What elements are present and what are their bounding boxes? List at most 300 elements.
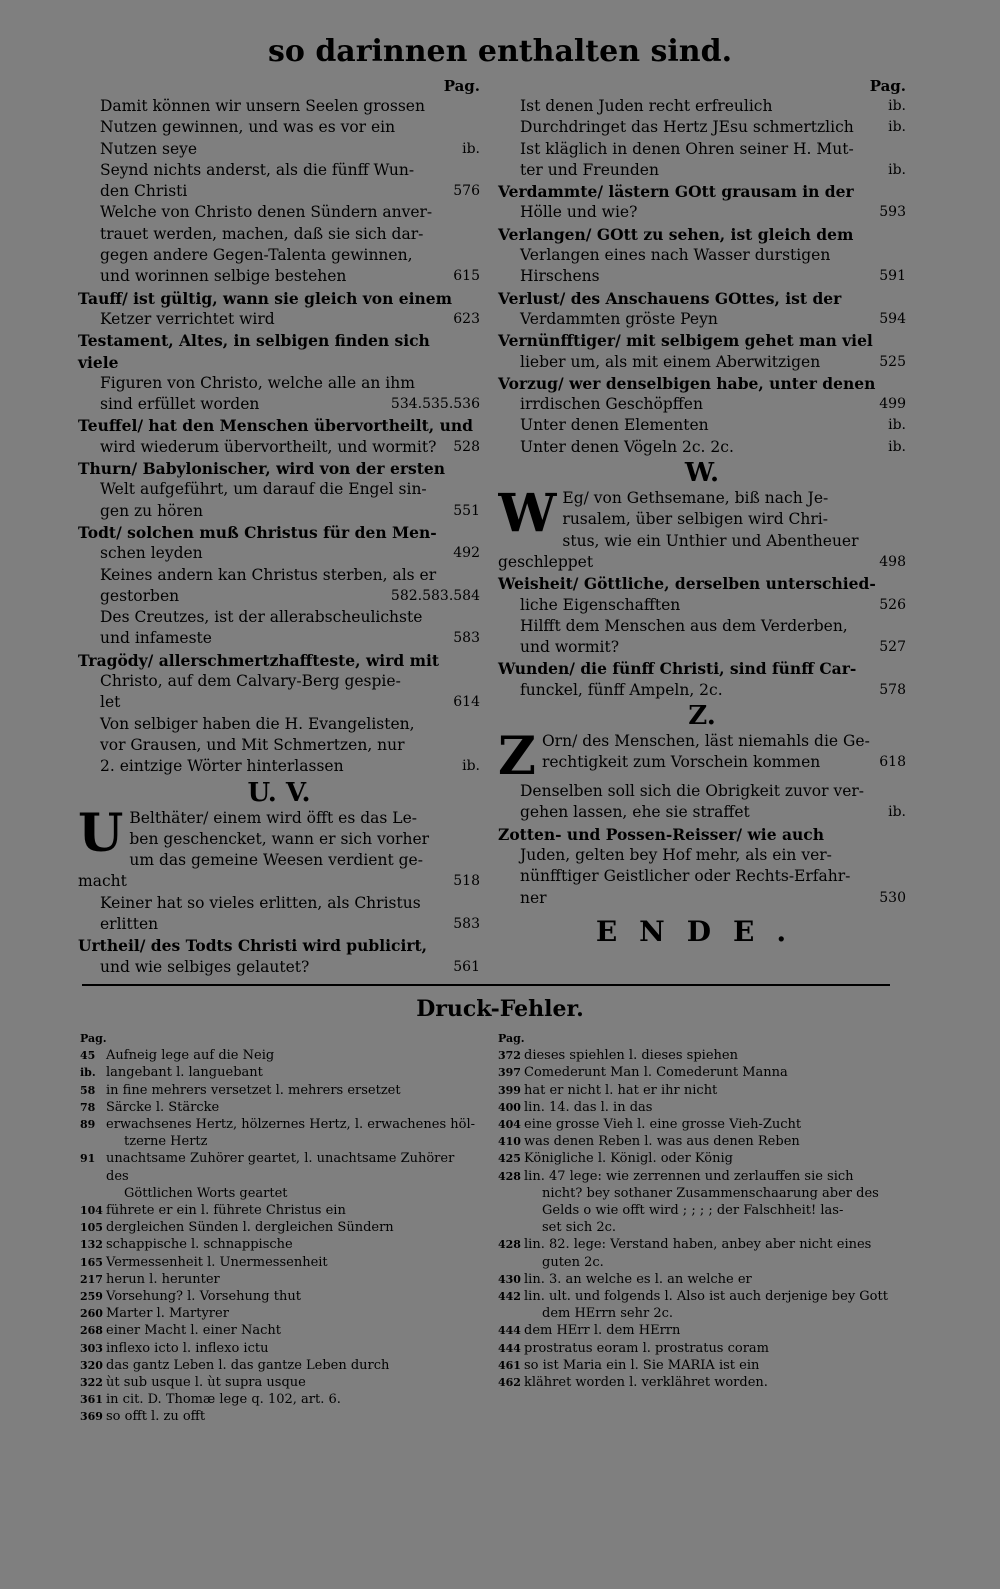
index-entry-line — [78, 735, 480, 756]
errata-line — [80, 1116, 480, 1133]
page-ref: 561 — [453, 958, 480, 975]
errata-line — [498, 1254, 898, 1271]
errata-line — [80, 1150, 480, 1184]
index-entry-line — [78, 181, 480, 202]
entry-text: let — [100, 693, 121, 712]
errata-line — [498, 1185, 898, 1202]
index-entry-line — [78, 139, 480, 160]
errata-correction: unachtsame Zuhörer geartet, l. unachtsame Zuhörer des — [106, 1151, 455, 1184]
entry-text: Welche von Christo denen Sündern anver- — [100, 203, 433, 222]
errata-line — [498, 1236, 898, 1253]
errata-correction: lin. 47 lege: wie zerrennen und zerlauffen sie sich — [524, 1168, 854, 1184]
page-ref: ib. — [888, 438, 906, 455]
index-entry-line — [78, 330, 480, 373]
errata-page-number: 428 — [498, 1169, 521, 1183]
errata-correction: in cit. D. Thomæ lege q. 102, art. 6. — [106, 1392, 341, 1408]
errata-line — [80, 1219, 480, 1236]
errata-page-number: 404 — [498, 1118, 521, 1132]
errata-correction: inflexo icto l. inflexo ictu — [106, 1340, 269, 1356]
page-ref: 528 — [453, 438, 480, 455]
errata-correction: guten 2c. — [542, 1254, 604, 1270]
page-ref: ib. — [888, 417, 906, 434]
index-entry-line — [78, 501, 480, 522]
errata-page-number: 410 — [498, 1135, 521, 1149]
errata-correction: einer Macht l. einer Nacht — [106, 1323, 282, 1339]
drop-initial: W — [498, 488, 557, 545]
index-entry-line — [78, 650, 480, 671]
errata-title: Druck-Fehler. — [416, 996, 584, 1022]
index-entry-line — [78, 202, 480, 223]
errata-page-number: 45 — [80, 1049, 96, 1063]
errata-page-number: ib. — [80, 1066, 96, 1080]
errata-line — [80, 1288, 480, 1305]
index-entry-line — [78, 935, 480, 956]
errata-column-left — [80, 1030, 480, 1426]
errata-page-number: 430 — [498, 1272, 521, 1286]
entry-text: ben geschencket, wann er sich vorher — [129, 829, 430, 848]
errata-page-number — [498, 1185, 524, 1202]
index-entry-line — [78, 394, 480, 415]
entry-text: Denselben soll sich die Obrigkeit zuvor ver- — [520, 782, 865, 801]
index-entry-line — [78, 871, 480, 892]
entry-text: Nutzen gewinnen, und was es vor ein — [100, 118, 396, 137]
entry-text: Verlangen/ GOtt zu sehen, ist gleich dem — [498, 224, 854, 244]
index-entry-line — [498, 160, 906, 181]
index-entry-line — [78, 914, 480, 935]
entry-text: Weisheit/ Göttliche, derselben unterschied- — [498, 574, 876, 594]
errata-line — [498, 1305, 898, 1322]
errata-line — [498, 1116, 898, 1133]
entry-text: gehen lassen, ehe sie straffet — [520, 803, 750, 822]
page-ref: 623 — [453, 310, 480, 327]
entry-text: sind erfüllet worden — [100, 395, 260, 414]
index-entry-line — [78, 96, 480, 117]
entry-text: Keiner hat so vieles erlitten, als Christus — [100, 893, 421, 912]
page-ref: 534.535.536 — [390, 396, 480, 413]
errata-correction: Göttlichen Worts geartet — [124, 1185, 288, 1201]
entry-text: Vorzug/ wer denselbigen habe, unter denen — [498, 373, 876, 393]
page-ref: 582.583.584 — [390, 587, 480, 604]
page-ref: 578 — [879, 681, 906, 698]
index-entry-line — [78, 160, 480, 181]
errata-correction: dergleichen Sünden l. dergleichen Sündern — [106, 1220, 394, 1236]
errata-page-number: 361 — [80, 1393, 103, 1407]
page-ref: 593 — [879, 204, 906, 221]
entry-text: Unter denen Elementen — [520, 416, 709, 435]
errata-page-number: 400 — [498, 1100, 521, 1114]
errata-page-number — [498, 1219, 524, 1236]
errata-correction: ùt sub usque l. ùt supra usque — [106, 1375, 306, 1391]
errata-line — [80, 1099, 480, 1116]
entry-text: und wie selbiges gelautet? — [100, 957, 310, 976]
errata-page-number: 322 — [80, 1376, 103, 1390]
entry-text: Christo, auf dem Calvary-Berg gespie- — [100, 672, 401, 691]
page-ref: 498 — [879, 553, 906, 570]
errata-correction: schappische l. schnappische — [106, 1237, 293, 1253]
errata-correction: Marter l. Martyrer — [106, 1306, 229, 1322]
errata-page-number: 372 — [498, 1049, 521, 1063]
page-ref: ib. — [888, 119, 906, 136]
errata-line — [498, 1288, 898, 1305]
errata-correction: nicht? bey sothaner Zusammenschaarung aber des — [542, 1185, 879, 1201]
errata-page-number — [498, 1305, 524, 1322]
page-ref: 594 — [879, 310, 906, 327]
entry-text: Juden, gelten bey Hof mehr, als ein ver- — [520, 845, 832, 864]
errata-correction: dem HErrn sehr 2c. — [542, 1306, 674, 1322]
errata-page-number — [80, 1185, 106, 1202]
index-entry-line — [498, 224, 906, 245]
entry-text: Thurn/ Babylonischer, wird von der ersten — [78, 459, 446, 479]
entry-text: Tragödy/ allerschmertzhaffteste, wird mit — [78, 650, 440, 670]
page-ref: 551 — [453, 502, 480, 519]
section-letter-w: W. — [684, 458, 720, 489]
errata-correction: dieses spiehlen l. dieses spiehen — [524, 1048, 738, 1064]
entry-text: geschleppet — [498, 552, 594, 571]
errata-correction: eine grosse Vieh l. eine grosse Vieh-Zucht — [524, 1117, 802, 1133]
errata-page-number: 217 — [80, 1272, 103, 1286]
index-entry-line — [498, 373, 906, 394]
drop-initial: U — [78, 807, 124, 864]
index-entry-line — [78, 607, 480, 628]
errata-correction: Gelds o wie offt wird ; ; ; ; der Falschheit! las- — [542, 1203, 844, 1219]
page-ref: ib. — [462, 758, 480, 775]
page-ref: 499 — [879, 396, 906, 413]
index-entry-line — [498, 552, 906, 573]
index-entry-line — [498, 437, 906, 458]
index-entry-line — [498, 288, 906, 309]
errata-column-right — [498, 1030, 898, 1391]
entry-text: und wormit? — [520, 638, 620, 657]
index-entry-line — [498, 415, 906, 436]
errata-line — [80, 1082, 480, 1099]
errata-page-number: 320 — [80, 1358, 103, 1372]
index-entry-line — [542, 752, 906, 773]
entry-text: und infameste — [100, 629, 212, 648]
errata-correction: Vorsehung? l. Vorsehung thut — [106, 1289, 301, 1305]
entry-text: Testament, Altes, in selbigen finden sich viele — [78, 331, 430, 372]
errata-correction: das gantz Leben l. das gantze Leben durch — [106, 1357, 390, 1373]
errata-correction: lin. 14. das l. in das — [524, 1099, 653, 1115]
initial-entry-w — [498, 488, 906, 573]
index-entry-line — [78, 586, 480, 607]
index-entry-line — [78, 893, 480, 914]
errata-correction: Aufneig lege auf die Neig — [106, 1048, 275, 1064]
entry-text: Durchdringet das Hertz JEsu schmertzlich — [520, 118, 854, 137]
entry-text: Ist kläglich in denen Ohren seiner H. Mut- — [520, 139, 854, 158]
entry-text: Verdammten gröste Peyn — [520, 309, 718, 328]
entry-text: Urtheil/ des Todts Christi wird publicirt, — [78, 936, 428, 956]
errata-line — [80, 1391, 480, 1408]
index-entry-line — [498, 352, 906, 373]
errata-line — [80, 1357, 480, 1374]
index-entry-line — [78, 671, 480, 692]
index-entry-line — [498, 866, 906, 887]
page-ref: ib. — [888, 98, 906, 114]
entry-text: wird wiederum übervortheilt, und wormit? — [100, 437, 437, 456]
index-entry-line — [78, 692, 480, 713]
errata-correction: Comederunt Man l. Comederunt Manna — [524, 1065, 788, 1081]
errata-line — [80, 1322, 480, 1339]
entry-text: vor Grausen, und Mit Schmertzen, nur — [100, 735, 405, 754]
index-entry-line — [78, 543, 480, 564]
index-entry-line — [498, 181, 906, 202]
index-entry-line — [78, 309, 480, 330]
entry-text: Hirschens — [520, 267, 600, 286]
entry-text: Des Creutzes, ist der allerabscheulichste — [100, 608, 423, 627]
errata-correction: hat er nicht l. hat er ihr nicht — [524, 1082, 718, 1098]
errata-correction: Königliche l. Königl. oder König — [524, 1151, 733, 1167]
index-entry-line — [78, 458, 480, 479]
index-entry-line — [498, 139, 906, 160]
page-ref: 526 — [879, 596, 906, 613]
page-title: so darinnen enthalten sind. — [267, 34, 733, 69]
entry-text: liche Eigenschafften — [520, 595, 681, 614]
errata-page-number: 428 — [498, 1238, 521, 1252]
section-letter-uv: U. V. — [247, 777, 311, 808]
index-entry-line — [78, 957, 480, 978]
entry-text: Hölle und wie? — [520, 203, 638, 222]
errata-page-number: 397 — [498, 1066, 521, 1080]
errata-line — [80, 1271, 480, 1288]
errata-page-number: 104 — [80, 1204, 103, 1218]
errata-line — [80, 1133, 480, 1150]
index-entry-line — [78, 479, 480, 500]
errata-line — [498, 1047, 898, 1064]
errata-line — [498, 1219, 898, 1236]
errata-correction: lin. ult. und folgends l. Also ist auch derjenige bey Gott — [524, 1289, 888, 1305]
initial-entry-u — [78, 808, 480, 893]
errata-correction: was denen Reben l. was aus denen Reben — [524, 1134, 800, 1150]
index-entry-line — [78, 373, 480, 394]
entry-text: Verdammte/ lästern GOtt grausam in der — [498, 182, 854, 202]
errata-correction: klähret worden l. verklähret worden. — [524, 1375, 768, 1391]
entry-text: Unter denen Vögeln 2c. 2c. — [520, 437, 734, 456]
index-column-right — [498, 76, 906, 948]
entry-text: Teuffel/ hat den Menschen übervortheilt, und — [78, 416, 473, 436]
errata-correction: lin. 3. an welche es l. an welche er — [524, 1271, 752, 1287]
entry-text: gestorben — [100, 586, 180, 605]
index-entry-line — [498, 658, 906, 679]
entry-text: schen leyden — [100, 544, 203, 563]
errata-line — [80, 1340, 480, 1357]
errata-page-number: 444 — [498, 1341, 521, 1355]
index-entry-line — [498, 781, 906, 802]
entry-text: Orn/ des Menschen, läst niemahls die Ge- — [541, 732, 870, 751]
index-entry-line — [542, 731, 906, 752]
index-entry-line — [78, 628, 480, 649]
errata-page-number: 89 — [80, 1118, 96, 1132]
index-entry-line — [78, 224, 480, 245]
index-entry-line — [78, 288, 480, 309]
index-entry-line — [498, 573, 906, 594]
entry-text: lieber um, als mit einem Aberwitzigen — [520, 352, 821, 371]
errata-page-number: 91 — [80, 1152, 96, 1166]
entry-text: funckel, fünff Ampeln, 2c. — [520, 680, 723, 699]
entry-text: ner — [520, 888, 547, 907]
entry-text: Verlust/ des Anschauens GOttes, ist der — [498, 288, 842, 308]
index-entry-line — [78, 565, 480, 586]
entry-text: erlitten — [100, 914, 159, 933]
index-entry-line — [498, 202, 906, 223]
errata-line — [80, 1305, 480, 1322]
errata-line — [498, 1150, 898, 1167]
index-entry-line — [498, 117, 906, 138]
errata-correction: lin. 82. lege: Verstand haben, anbey aber nicht eines — [524, 1237, 872, 1253]
errata-correction: so ist Maria ein l. Sie MARIA ist ein — [524, 1357, 760, 1373]
errata-line — [80, 1236, 480, 1253]
page-ref: 492 — [453, 545, 480, 562]
errata-correction: Vermessenheit l. Unermessenheit — [106, 1254, 328, 1270]
entry-text: Hilfft dem Menschen aus dem Verderben, — [520, 616, 848, 635]
entry-text: gen zu hören — [100, 501, 203, 520]
page-ref: ib. — [888, 804, 906, 821]
errata-page-number: 425 — [498, 1152, 521, 1166]
index-entry-line — [498, 330, 906, 351]
page-ref: 530 — [879, 889, 906, 906]
entry-text: Todt/ solchen muß Christus für den Men- — [78, 522, 437, 542]
errata-page-number — [498, 1254, 524, 1271]
index-entry-line — [78, 437, 480, 458]
index-column-left — [78, 76, 480, 978]
errata-correction: erwachsenes Hertz, hölzernes Hertz, l. erwachenes höl- — [106, 1117, 475, 1133]
errata-correction: in fine mehrers versetzet l. mehrers ersetzet — [106, 1082, 401, 1098]
page-ref: ib. — [462, 140, 480, 157]
errata-page-number: 58 — [80, 1083, 96, 1097]
index-entry-line — [498, 266, 906, 287]
errata-line — [498, 1340, 898, 1357]
page-ref: 583 — [453, 915, 480, 932]
entry-text: Ist denen Juden recht erfreulich — [520, 97, 773, 115]
index-entry-line — [78, 117, 480, 138]
page-ref: 518 — [453, 873, 480, 890]
errata-pag-header: Pag. — [498, 1032, 525, 1045]
index-entry-line — [78, 522, 480, 543]
entry-text: Tauff/ ist gültig, wann sie gleich von einem — [78, 288, 453, 308]
index-entry-line — [498, 824, 906, 845]
errata-line — [498, 1082, 898, 1099]
index-entry-line — [498, 595, 906, 616]
errata-line — [498, 1133, 898, 1150]
entry-text: gegen andere Gegen-Talenta gewinnen, — [100, 246, 413, 265]
index-entry-line — [78, 714, 480, 735]
entry-text: Eg/ von Gethsemane, biß nach Je- — [562, 489, 829, 508]
index-entry-line — [498, 616, 906, 637]
errata-correction: führete er ein l. führete Christus ein — [106, 1203, 346, 1219]
entry-list — [498, 781, 906, 909]
pag-header: Pag. — [869, 77, 906, 95]
errata-page-number: 260 — [80, 1307, 103, 1321]
page-ref: 525 — [879, 353, 906, 370]
entry-text: nünfftiger Geistlicher oder Rechts-Erfahr- — [520, 867, 851, 886]
errata-line — [498, 1271, 898, 1288]
index-entry-line — [78, 245, 480, 266]
page-ref: 614 — [453, 694, 480, 711]
index-entry-line — [562, 531, 906, 552]
ende-mark: ENDE. — [595, 914, 809, 948]
index-entry-line — [78, 756, 480, 777]
index-entry-line — [129, 808, 480, 829]
index-entry-line — [498, 245, 906, 266]
page-ref: 576 — [453, 183, 480, 200]
errata-line — [80, 1374, 480, 1391]
index-entry-line — [562, 488, 906, 509]
index-entry-line — [498, 309, 906, 330]
errata-line — [80, 1254, 480, 1271]
entry-text: Von selbiger haben die H. Evangelisten, — [100, 714, 415, 733]
errata-correction: prostratus eoram l. prostratus coram — [524, 1340, 770, 1356]
entry-list — [498, 573, 906, 701]
errata-line — [80, 1064, 480, 1081]
errata-page-number: 462 — [498, 1376, 521, 1390]
errata-page-number: 444 — [498, 1324, 521, 1338]
errata-page-number: 78 — [80, 1100, 96, 1114]
entry-text: Wunden/ die fünff Christi, sind fünff Car- — [498, 659, 857, 679]
entry-text: Ketzer verrichtet wird — [100, 309, 275, 328]
entry-text: rusalem, über selbigen wird Chri- — [562, 510, 828, 529]
entry-text: Verlangen eines nach Wasser durstigen — [520, 246, 831, 265]
errata-line — [80, 1202, 480, 1219]
errata-line — [80, 1408, 480, 1425]
index-entry-line — [498, 637, 906, 658]
index-entry-line — [498, 888, 906, 909]
pag-header: Pag. — [443, 77, 480, 95]
entry-text: Keines andern kan Christus sterben, als er — [100, 565, 437, 584]
errata-line — [498, 1099, 898, 1116]
errata-line — [498, 1202, 898, 1219]
entry-text: Belthäter/ einem wird öfft es das Le- — [129, 808, 417, 827]
errata-page-number: 132 — [80, 1238, 103, 1252]
errata-page-number: 165 — [80, 1255, 103, 1269]
errata-page-number: 369 — [80, 1410, 103, 1424]
entry-text: ter und Freunden — [520, 160, 659, 179]
index-entry-line — [78, 266, 480, 287]
errata-page-number: 268 — [80, 1324, 103, 1338]
page-ref: 591 — [879, 268, 906, 285]
errata-line — [498, 1168, 898, 1185]
errata-line — [498, 1064, 898, 1081]
initial-entry-z — [498, 731, 906, 781]
page-ref: 615 — [453, 268, 480, 285]
errata-correction: set sich 2c. — [542, 1220, 617, 1236]
errata-page-number — [80, 1133, 106, 1150]
entry-text: Welt aufgeführt, um darauf die Engel sin- — [100, 480, 427, 499]
entry-text: Figuren von Christo, welche alle an ihm — [100, 373, 415, 392]
drop-initial: Z — [498, 731, 536, 782]
entry-text: Vernünfftiger/ mit selbigem gehet man viel — [498, 331, 873, 351]
divider-rule — [82, 984, 890, 986]
index-entry-line — [129, 850, 480, 871]
entry-text: Seynd nichts anderst, als die fünff Wun- — [100, 160, 415, 179]
entry-text: rechtigkeit zum Vorschein kommen — [541, 753, 821, 772]
entry-list — [78, 893, 480, 978]
entry-text: Nutzen seye — [100, 139, 198, 158]
section-letter-z: Z. — [688, 701, 716, 732]
index-entry-line — [498, 802, 906, 823]
errata-correction: so offt l. zu offt — [106, 1409, 206, 1425]
errata-correction: Särcke l. Stärcke — [106, 1099, 220, 1115]
index-entry-line — [129, 829, 480, 850]
page-ref: 583 — [453, 630, 480, 647]
errata-line — [498, 1374, 898, 1391]
index-entry-line — [498, 845, 906, 866]
entry-list — [498, 96, 906, 458]
errata-pag-header: Pag. — [80, 1032, 107, 1045]
index-entry-line — [78, 415, 480, 436]
errata-page-number — [498, 1202, 524, 1219]
errata-line — [498, 1357, 898, 1374]
errata-page-number: 442 — [498, 1290, 521, 1304]
index-entry-line — [498, 96, 906, 117]
